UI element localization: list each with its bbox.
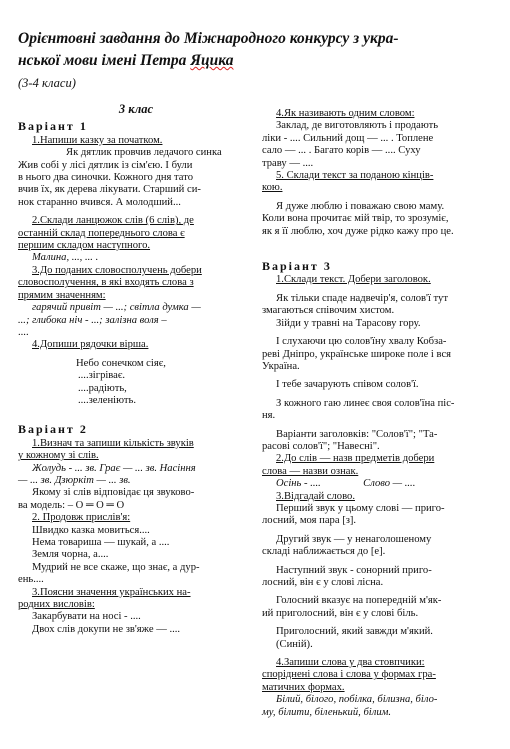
v1-task-3-item: .... [18, 326, 29, 338]
v2-task-5-text: Коли вона прочитає мій твір, то зрозуміє, [262, 213, 449, 225]
v1-task-1: 1.Напиши казку за початком. [32, 134, 163, 146]
v2-task-5: 5. Склади текст за поданою кінців- [276, 170, 434, 182]
idiom-line: Двох слів докупи не зв'яже — .... [32, 623, 181, 635]
story-line: в нього два синочки. Кожного дня тато [18, 172, 194, 184]
v2-task-5-text: як я її люблю, хоч дуже рідко кажу про це. [262, 225, 454, 237]
poem-line: ....радіють, [78, 382, 127, 394]
title-line-2-prefix: нської мови імені Петра [18, 52, 191, 69]
proverb-line: Земля чорна, а.... [32, 549, 109, 561]
v3-task-1-line: Як тільки спаде надвечір'я, солов'ї тут [276, 292, 448, 304]
title-name: Яцика [190, 52, 234, 69]
idiom-line: Закарбувати на носі - .... [32, 611, 141, 623]
v3-task-2-example: Осінь - .... Слово — .... [276, 478, 416, 490]
v3-task-1-line: реві Дніпро, українське широке поле і вся [262, 348, 452, 360]
page-title [18, 28, 478, 72]
riddle-line: Перший звук у цьому слові — приго- [276, 502, 445, 514]
v3-task-4-words: му, білити, біленький, білим. [262, 706, 392, 718]
v2-task-1: 1.Визнач та запиши кількість звуків [32, 437, 194, 449]
v2-task-1-question: ва модель: – О ═ О ═ О [18, 499, 125, 511]
riddle-line: Наступний звук - сонорний приго- [276, 564, 432, 576]
v3-task-2: 2.До слів — назв предметів добери [276, 453, 435, 465]
v2-task-4-line: траву — .... [262, 157, 314, 169]
story-line: Жив собі у лісі дятлик із сім'єю. І були [18, 159, 193, 171]
story-line: нок старанно вчився. А молодший... [18, 196, 181, 208]
riddle-line: Другий звук — у ненаголошеному [276, 533, 432, 545]
variant-1-heading: Варіант 1 [18, 119, 88, 134]
v3-task-4-words: Білий, білого, побілка, білизна, біло- [276, 694, 438, 706]
class-heading: 3 клас [118, 102, 154, 116]
story-line: вчив їх, як дерева лікувати. Старший си- [18, 184, 201, 196]
v1-task-2-line: останній склад попереднього слова є [18, 227, 185, 239]
right-column [262, 108, 494, 719]
v2-task-1-words: Жолудь - ... зв. Грає — ... зв. Насіння [32, 462, 196, 474]
proverb-line: Нема товариша — шукай, а .... [32, 537, 170, 548]
v3-task-2-line: слова — назви ознак. [262, 465, 359, 477]
v3-task-1-line: І тебе зачарують співом солов'ї. [276, 379, 419, 391]
v2-task-4: 4.Як називають одним словом: [276, 108, 415, 119]
v2-task-2: 2. Продовж прислів'я: [32, 512, 131, 524]
v3-task-1-line: І слухаючи цю солов'їну хвалу Кобза- [276, 336, 447, 348]
poem-line: ....зігріває. [78, 370, 126, 382]
title-line-1: Орієнтовні завдання до Міжнародного конкурсу з укра- [18, 30, 399, 47]
poem-line: ....зеленіють. [78, 394, 136, 406]
v1-task-3: 3.До поданих словосполучень добери [32, 264, 202, 276]
grade-range: (3-4 класи) [18, 76, 76, 90]
v3-task-4: 4.Запиши слова у два стовпчики: [276, 657, 425, 669]
riddle-line: складі наближається до [е]. [262, 546, 386, 558]
v3-task-4-line: споріднені слова і слова у формах гра- [262, 669, 436, 681]
v3-task-4-line: матичних формах. [262, 681, 345, 693]
v3-title-options: расові солов'ї"; "Навесні". [262, 440, 380, 452]
riddle-line: ий приголосний, він є у слові біль. [262, 607, 419, 619]
v1-task-4: 4.Допиши рядочки вірша. [32, 339, 149, 351]
variant-2-heading: Варіант 2 [18, 422, 88, 437]
riddle-line: Голосний вказує на попередній м'як- [276, 595, 442, 607]
v1-task-3-line: словосполучення, в які входять слова з [18, 277, 194, 289]
v2-task-4-line: ліки - .... Сильний дощ — ... . Топлене [262, 132, 434, 144]
v2-task-4-line: Заклад, де виготовляють і продають [276, 120, 439, 132]
v2-task-1-question: Якому зі слів відповідає ця звуково- [32, 487, 195, 499]
v1-task-2-example: Малина, ..., ... . [32, 252, 99, 264]
story-title: Як дятлик провчив ледачого синка [66, 147, 222, 159]
title-line-2 [18, 50, 478, 72]
proverb-line: ень.... [18, 574, 44, 586]
v2-task-5-line: кою. [262, 182, 283, 194]
v2-task-1-words: — ... зв. Дзюркіт — ... зв. [18, 474, 131, 486]
v1-task-3-item: ...; глибока ніч - ...; залізна воля – [18, 314, 167, 326]
v2-task-3-line: родних висловів: [18, 599, 95, 611]
riddle-line: Приголосний, який завжди м'який. [276, 626, 433, 638]
v1-task-2-line: першим складом наступного. [18, 240, 151, 252]
variant-3-heading: Варіант 3 [262, 259, 332, 274]
riddle-line: лосний, він є у слові лісна. [262, 577, 384, 588]
v3-task-3: 3.Відгадай слово. [276, 490, 355, 502]
v3-task-1-line: Зійди у травні на Тарасову гору. [276, 317, 421, 329]
left-column [18, 103, 254, 636]
v1-task-3-item: гарячий привіт — ...; світла думка — [32, 302, 201, 314]
v3-task-1-line: Україна. [262, 360, 300, 372]
v3-task-1-line: змагаються співочим хистом. [262, 305, 395, 317]
v3-title-options: Варіанти заголовків: "Солов'ї"; "Та- [276, 428, 438, 440]
poem-line: Небо сонечком сіяє, [76, 357, 166, 369]
v1-task-3-line: прямим значенням: [18, 289, 106, 301]
v2-task-3: 3.Поясни значення українських на- [32, 586, 191, 598]
v3-task-1-line: З кожного гаю линеє своя солов'їна піс- [276, 397, 455, 409]
riddle-line: лосний, моя пара [з]. [262, 515, 357, 527]
v2-task-5-text: Я дуже люблю і поважаю свою маму. [276, 200, 445, 212]
v2-task-1-line: у кожному зі слів. [18, 450, 99, 462]
v3-task-1-line: ня. [262, 410, 276, 422]
riddle-answer: (Синій). [276, 638, 313, 650]
v3-task-1: 1.Склади текст. Добери заголовок. [276, 274, 431, 286]
v1-task-2: 2.Склади ланцюжок слів (6 слів), де [32, 215, 194, 227]
proverb-line: Швидко казка мовиться.... [32, 524, 150, 536]
proverb-line: Мудрий не все скаже, що знає, а дур- [32, 561, 200, 573]
v2-task-4-line: сало — ... . Багато корів — .... Суху [262, 145, 421, 157]
